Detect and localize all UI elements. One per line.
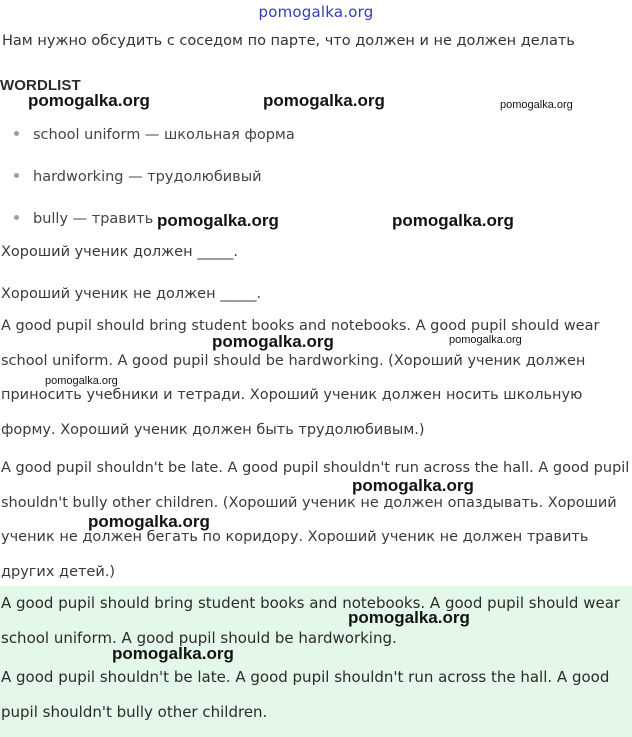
watermark: pomogalka.org	[500, 99, 573, 111]
answer-line-should: A good pupil should bring student books and notebooks. A good pupil should wear school uniform. A good pupil should be hardworking.	[1, 594, 621, 647]
watermark: pomogalka.org	[348, 608, 470, 627]
watermark: pomogalka.org	[28, 91, 150, 110]
wordlist-item	[14, 211, 153, 227]
wordlist-item-text: bully — травить	[33, 211, 154, 227]
watermark: pomogalka.org	[392, 211, 514, 230]
wordlist-item-text: hardworking — трудолюбивый	[33, 169, 262, 185]
paragraph-should: A good pupil should bring student books and notebooks. A good pupil should wear school uniform. A good pupil should be hardworking. (Хороший ученик должен приносить учебники и тетради. Хороший ученик должен носить школьную форму. Хороший ученик должен быть трудолюбивым.)	[1, 318, 600, 438]
answer-line-should-not: A good pupil shouldn't be late. A good pupil shouldn't run across the hall. A good pupil shouldn't bully other children.	[1, 668, 610, 721]
wordlist-item	[14, 127, 295, 143]
bullet-icon	[14, 215, 19, 220]
wordlist-item-text: school uniform — школьная форма	[33, 127, 295, 143]
watermark: pomogalka.org	[157, 211, 279, 230]
paragraph-should-not: A good pupil shouldn't be late. A good pupil shouldn't run across the hall. A good pupil shouldn't bully other children. (Хороший ученик не должен опаздывать. Хороший ученик не должен бегать по коридору. Хороший ученик не должен травить других детей.)	[1, 460, 630, 580]
bullet-icon	[14, 173, 19, 178]
answer-box	[0, 586, 632, 737]
template-should: Хороший ученик должен _____.	[1, 244, 239, 260]
wordlist-item	[14, 169, 262, 185]
watermark: pomogalka.org	[88, 512, 210, 531]
watermark: pomogalka.org	[212, 332, 334, 351]
watermark: pomogalka.org	[352, 476, 474, 495]
wordlist-title: WORDLIST	[0, 77, 81, 94]
task-intro: Нам нужно обсудить с соседом по парте, что должен и не должен делать	[2, 33, 575, 49]
watermark: pomogalka.org	[112, 644, 234, 663]
watermark: pomogalka.org	[449, 334, 522, 346]
site-header-logo[interactable]: pomogalka.org	[258, 3, 374, 21]
watermark: pomogalka.org	[263, 91, 385, 110]
template-should-not: Хороший ученик не должен _____.	[1, 286, 262, 302]
watermark: pomogalka.org	[45, 375, 118, 387]
bullet-icon	[14, 131, 19, 136]
